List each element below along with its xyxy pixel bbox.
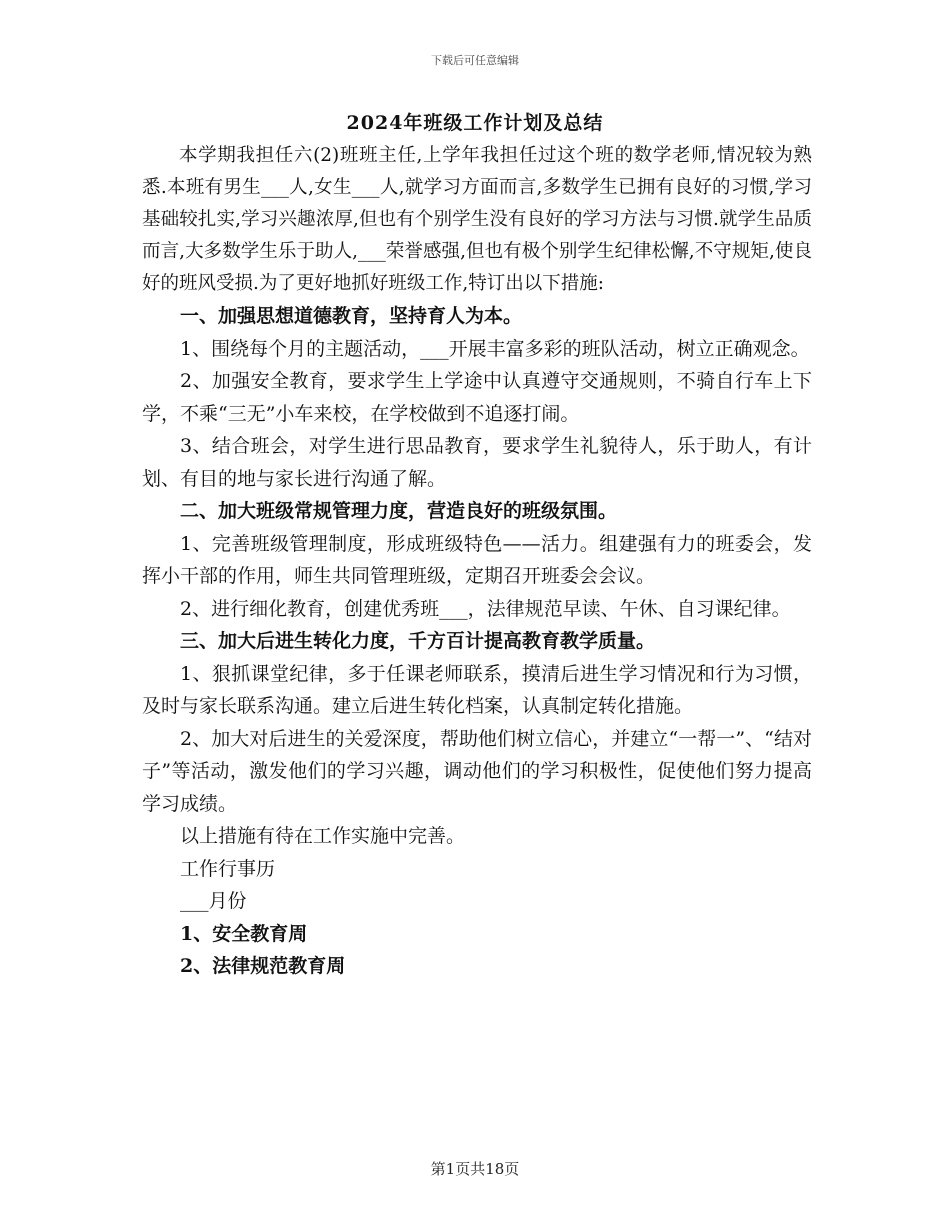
section-1-item-3: 3、结合班会，对学生进行思品教育，要求学生礼貌待人，乐于助人，有计划、有目的地与家长进行沟通了解。 (142, 435, 812, 490)
section-2-item-1: 1、完善班级管理制度，形成班级特色——活力。组建强有力的班委会，发挥小干部的作用，师生共同管理班级，定期召开班委会会议。 (142, 532, 812, 587)
calendar-item-2: 2、法律规范教育周 (180, 955, 346, 977)
month-label: ___月份 (180, 890, 247, 912)
section-3-item-1: 1、狠抓课堂纪律，多于任课老师联系，摸清后进生学习情况和行为习惯，及时与家长联系沟通。建立后进生转化档案，认真制定转化措施。 (142, 662, 812, 717)
section-2-item-2: 2、进行细化教育，创建优秀班___，法律规范早读、午休、自习课纪律。 (180, 597, 791, 620)
section-1-item-1: 1、围绕每个月的主题活动，___开展丰富多彩的班队活动，树立正确观念。 (180, 337, 810, 360)
section-heading-3: 三、加大后进生转化力度，千方百计提高教育教学质量。 (180, 630, 656, 652)
download-note: 下载后可任意编辑 (431, 54, 519, 67)
intro-paragraph: 本学期我担任六(2)班班主任,上学年我担任过这个班的数学老师,情况较为熟悉.本班有男生___人,女生___人,就学习方面而言,多数学生已拥有良好的习惯,学习基础较扎实,学习兴趣浓厚,但也有个别学生没有良好的学习方法与习惯.就学生品质而言,大多数学生乐于助人,___荣誉感强,但也有极个别学生纪律松懈,不守规矩,使良好的班风受损.为了更好地抓好班级工作,特订出以下措施: (142, 145, 812, 294)
section-1-item-2: 2、加强安全教育，要求学生上学途中认真遵守交通规则，不骑自行车上下学，不乘“三无”小车来校，在学校做到不追逐打闹。 (142, 370, 812, 425)
document-body (142, 140, 812, 983)
document-title: 2024年班级工作计划及总结 (346, 112, 604, 134)
section-heading-1: 一、加强思想道德教育，坚持育人为本。 (180, 305, 523, 327)
section-heading-2: 二、加大班级常规管理力度，营造良好的班级氛围。 (180, 500, 618, 522)
page-number: 第1页共18页 (430, 1160, 520, 1178)
calendar-label: 工作行事历 (180, 857, 276, 880)
calendar-item-1: 1、安全教育周 (180, 922, 308, 945)
section-3-item-2: 2、加大对后进生的关爱深度，帮助他们树立信心，并建立“一帮一”、“结对子”等活动，激发他们的学习兴趣，调动他们的学习积极性，促使他们努力提高学习成绩。 (142, 727, 812, 815)
closing-paragraph: 以上措施有待在工作实施中完善。 (180, 825, 466, 847)
